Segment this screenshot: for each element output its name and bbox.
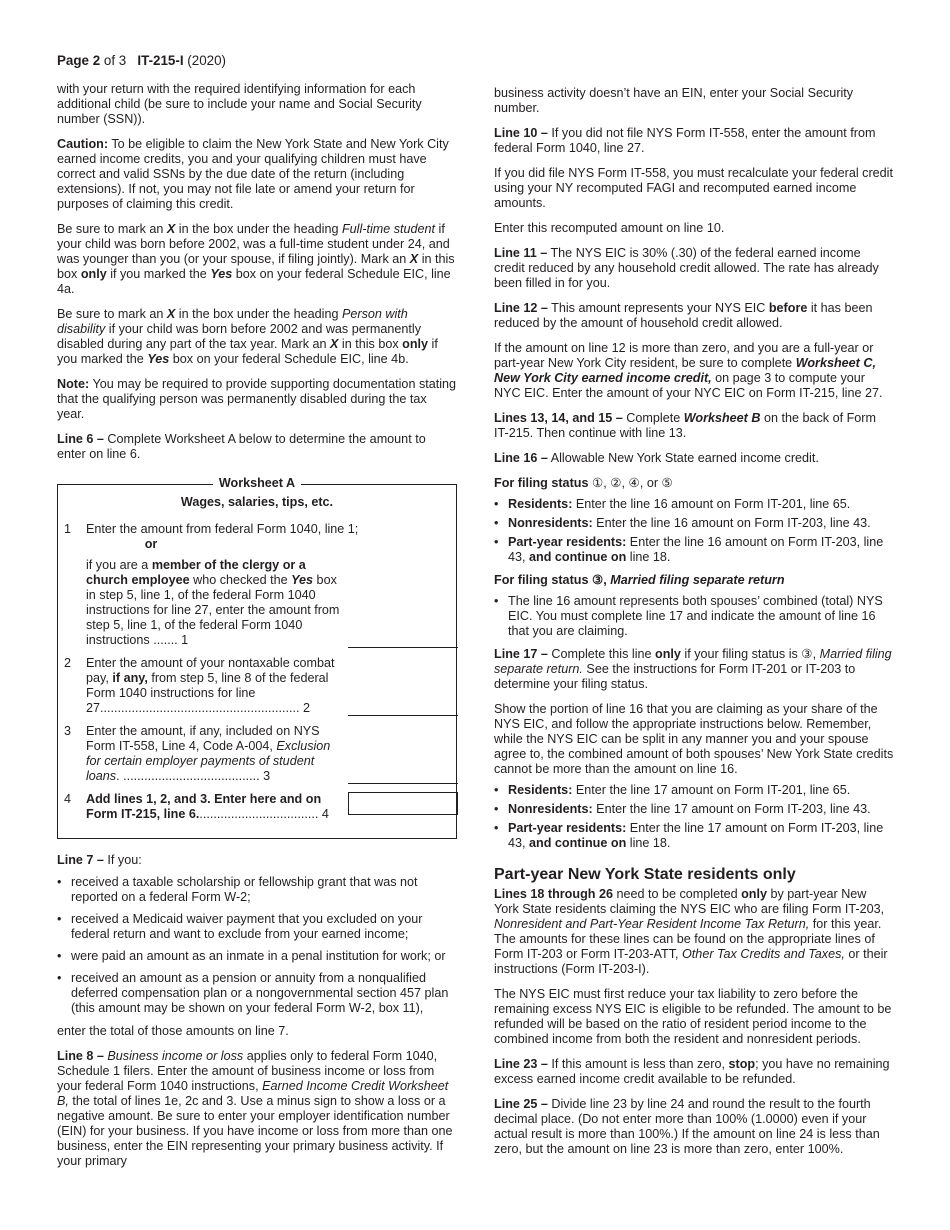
line-17-paragraph: Line 17 – Complete this line only if your filing status is ③, Married filing separate return. See the instructions for Form IT-201 or IT-203 to determine your filing status. <box>494 647 892 691</box>
lines-13-15-paragraph: Lines 13, 14, and 15 – Complete Worksheet B on the back of Form IT-215. Then continue with line 13. <box>494 411 876 440</box>
note-paragraph: Note: You may be required to provide supporting documentation stating that the qualifying person was permanently disabled during the tax year. <box>57 377 457 421</box>
it558-paragraph: If you did file NYS Form IT-558, you must recalculate your federal credit using your NY recomputed FAGI and recomputed earned income amounts. <box>494 166 893 210</box>
worksheet-row-2: 2 Enter the amount of your nontaxable combat pay, if any, from step 5, line 8 of the federal Form 1040 instructions for line 27......................................................... 2 <box>64 656 348 716</box>
person-with-disability-paragraph: Be sure to mark an X in the box under the heading Person with disability if your child was born before 2002 and was permanently disabled during any part of the tax year. Mark an X in this box only if you marked the Yes box on your federal Schedule EIC, line 4b. <box>57 307 438 366</box>
list-item: • Residents: Enter the line 16 amount on Form IT-201, line 65. <box>494 497 894 512</box>
page-header <box>57 53 226 68</box>
line-10-paragraph: Line 10 – If you did not file NYS Form IT-558, enter the amount from federal Form 1040, line 27. <box>494 126 876 155</box>
list-item: • Part-year residents: Enter the line 17 amount on Form IT-203, line 43, and continue on line 18. <box>494 821 894 851</box>
list-item: • received a Medicaid waiver payment that you excluded on your federal return and want to exclude from your earned income; <box>57 912 457 942</box>
filing-status-3-list <box>494 594 894 639</box>
line-11-paragraph: Line 11 – The NYS EIC is 30% (.30) of the federal earned income credit reduced by any household credit allowed. The rate has already been filled in for you. <box>494 246 879 290</box>
list-item: • Part-year residents: Enter the line 16 amount on Form IT-203, line 43, and continue on line 18. <box>494 535 894 565</box>
filing-status-list <box>494 497 894 565</box>
worksheet-row-3: 3 Enter the amount, if any, included on NYS Form IT-558, Line 4, Code A-004, Exclusion for certain employer payments of student loans. ....................................... 3 <box>64 724 348 784</box>
caution-paragraph: Caution: To be eligible to claim the New York State and New York City earned income credits, you and your qualifying children must have correct and valid SSNs by the due date of the return (including extensions). If not, you may not file late or amend your return for purposes of claiming this credit. <box>57 137 449 211</box>
line-6-paragraph: Line 6 – Complete Worksheet A below to determine the amount to enter on line 6. <box>57 432 426 461</box>
line-23-paragraph: Line 23 – If this amount is less than zero, stop; you have no remaining excess earned income credit available to be refunded. <box>494 1057 890 1086</box>
line-16-paragraph: Line 16 – Allowable New York State earned income credit. <box>494 451 819 465</box>
filing-status-3-heading: For filing status ③, Married filing separate return <box>494 573 785 587</box>
recomputed-paragraph: Enter this recomputed amount on line 10. <box>494 221 725 235</box>
form-number: IT-215-I <box>137 53 184 68</box>
page-number: Page 2 <box>57 53 101 68</box>
filing-status-heading: For filing status ①, ②, ④, or ⑤ <box>494 476 673 490</box>
line-7-list <box>57 875 457 1016</box>
page-of: of 3 <box>100 53 138 68</box>
section-heading: Part-year New York State residents only <box>494 866 796 883</box>
continued-paragraph: with your return with the required identifying information for each additional child (be sure to include your name and Social Security number (SSN)). <box>57 82 422 126</box>
line-25-paragraph: Line 25 – Divide line 23 by line 24 and round the result to the fourth decimal place. (Do not enter more than 100% (1.0000) even if your actual result is more than 100%.) If the amount on line 24 is less than zero, but the amount on line 23 is more than zero, enter 100%. <box>494 1097 880 1156</box>
list-item: • were paid an amount as an inmate in a penal institution for work; or <box>57 949 457 964</box>
full-time-student-paragraph: Be sure to mark an X in the box under the heading Full-time student if your child was born before 2002, was a full-time student under 24, and was younger than you (or your spouse, if filing jointly). Mark an X in this box only if you marked the Yes box on your federal Schedule EIC, line 4a. <box>57 222 455 296</box>
worksheet-a <box>57 476 457 839</box>
portion-paragraph: Show the portion of line 16 that you are claiming as your share of the NYS EIC, and follow the appropriate instructions below. Remember, while the NYS EIC can be split in any manner you and your spouse agree to, the combined amount of both spouses’ New York State credits cannot be more than the amount on line 16. <box>494 702 894 776</box>
form-year: (2020) <box>183 53 226 68</box>
line-17-list <box>494 783 894 851</box>
list-item: • Residents: Enter the line 17 amount on Form IT-201, line 65. <box>494 783 894 798</box>
line-8-paragraph: Line 8 – Business income or loss applies only to federal Form 1040, Schedule 1 filers. Enter the amount of business income or loss from your federal Form 1040 instructions, Earned Income Credit Worksheet B, the total of lines 1e, 2c and 3. Use a minus sign to show a loss or a negative amount. Be sure to enter your employer identification number (EIN) for your business. If you have income or loss from more than one business, enter the EIN representing your primary business activity. If your primary <box>57 1049 453 1168</box>
right-column <box>494 86 894 1167</box>
line-1-entry[interactable] <box>348 647 458 648</box>
line-7-paragraph: Line 7 – If you: <box>57 853 142 867</box>
worksheet-row-4: 4 Add lines 1, 2, and 3. Enter here and on Form IT-215, line 6................................... 4 <box>64 792 348 822</box>
list-item: • received a taxable scholarship or fellowship grant that was not reported on a federal Form W-2; <box>57 875 457 905</box>
line-7-end: enter the total of those amounts on line 7. <box>57 1024 289 1038</box>
list-item: • received an amount as a pension or annuity from a nonqualified deferred compensation plan or a nongovernmental section 457 plan (this amount may be shown on your federal Form W-2, box 11), <box>57 971 457 1016</box>
line-2-entry[interactable] <box>348 715 458 716</box>
line-3-entry[interactable] <box>348 783 458 784</box>
list-item: • The line 16 amount represents both spouses’ combined (total) NYS EIC. You must complete line 17 and indicate the amount of line 16 that you are claiming. <box>494 594 894 639</box>
refund-paragraph: The NYS EIC must first reduce your tax liability to zero before the remaining excess NYS EIC is eligible to be refunded. The amount to be refunded will be based on the ratio of resident period income to the combined income from both the resident and nonresident periods. <box>494 987 892 1046</box>
list-item: • Nonresidents: Enter the line 16 amount on Form IT-203, line 43. <box>494 516 894 531</box>
line-12-paragraph: Line 12 – This amount represents your NYS EIC before it has been reduced by the amount of household credit allowed. <box>494 301 873 330</box>
worksheet-subtitle: Wages, salaries, tips, etc. <box>180 495 334 509</box>
worksheet-row-1: 1 Enter the amount from federal Form 1040, line 1; or if you are a member of the clergy or a church employee who checked the Yes box in step 5, line 1, of the federal Form 1040 instructions for line 27, enter the amount from step 5, line 1, of the federal Form 1040 instructions ....... 1 <box>64 522 386 648</box>
worksheet-title: Worksheet A <box>58 476 456 491</box>
lines-18-26-paragraph: Lines 18 through 26 need to be completed only by part-year New York State residents claiming the NYS EIC who are filing Form IT-203, Nonresident and Part-Year Resident Income Tax Return, for this year. The amounts for these lines can be found on the appropriate lines of Form IT-203 or Form IT-203-ATT, Other Tax Credits and Taxes, or their instructions (Form IT-203-I). <box>494 887 888 976</box>
continued-paragraph: business activity doesn’t have an EIN, enter your Social Security number. <box>494 86 854 115</box>
line-4-total-box[interactable] <box>348 792 458 815</box>
list-item: • Nonresidents: Enter the line 17 amount on Form IT-203, line 43. <box>494 802 894 817</box>
worksheet-c-paragraph: If the amount on line 12 is more than zero, and you are a full-year or part-year New York City resident, be sure to complete Worksheet C, New York City earned income credit, on page 3 to compute your NYC EIC. Enter the amount of your NYC EIC on Form IT-215, line 27. <box>494 341 883 400</box>
left-column <box>57 82 457 1179</box>
